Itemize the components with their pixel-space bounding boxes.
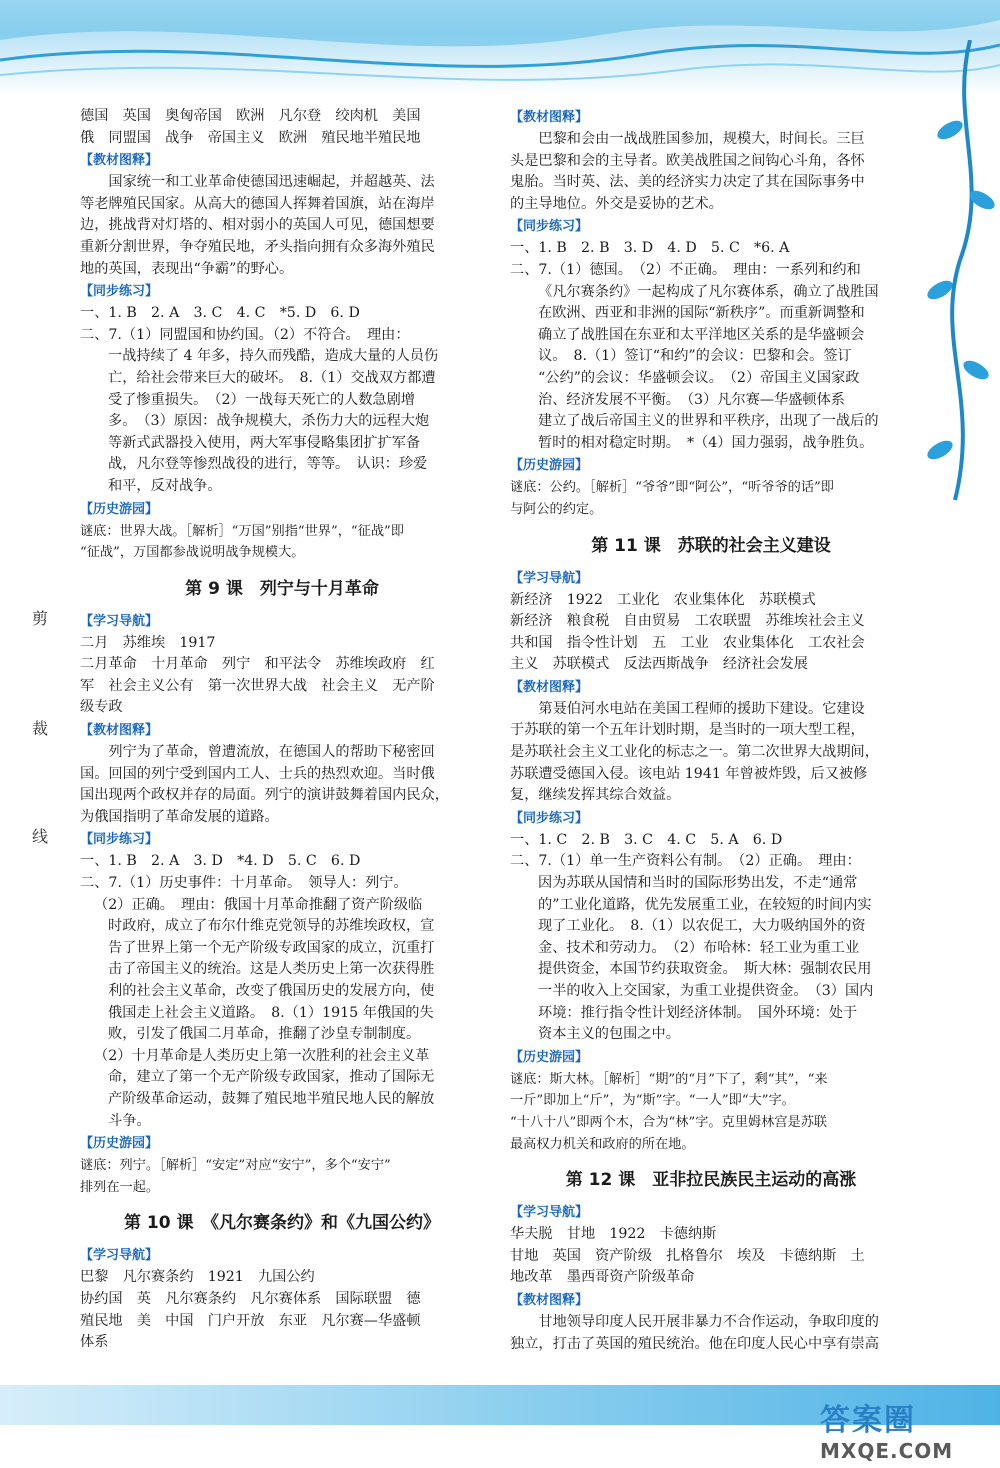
text-line: 二、7.（1）同盟国和协约国。（2）不符合。 理由：: [80, 326, 410, 343]
text-line: 一、1. B 2. A 3. C 4. C *5. D 6. D: [80, 305, 360, 322]
text-line: 与阿公的约定。: [510, 501, 603, 517]
text-line: 体系: [80, 1334, 109, 1351]
text-line: 的”工业化道路，优先发展重工业，在较短的时间内实: [538, 896, 872, 913]
section-tag: 【教材图释】: [510, 110, 589, 125]
text-line: 建立了战后帝国主义的世界和平秩序，出现了一战后的: [538, 413, 879, 430]
text-line: 谜底：世界大战。［解析］“万国”别指“世界”，“征战”即: [80, 523, 404, 539]
text-line: 的主导地位。外交是妥协的艺术。: [510, 195, 723, 212]
text-line: 巴黎 凡尔赛条约 1921 九国公约: [80, 1269, 315, 1286]
text-line: 重新分割世界，争夺殖民地，矛头指向拥有众多海外殖民: [80, 238, 435, 255]
text-line: 殖民地 美 中国 门户开放 东亚 凡尔赛—华盛顿: [80, 1312, 421, 1329]
lesson-title: 第 10 课 《凡尔赛条约》和《九国公约》: [124, 1213, 440, 1234]
text-line: 亡，给社会带来巨大的破坏。 8.（1）交战双方都遭: [108, 369, 436, 386]
exercise-answers: [510, 830, 912, 1046]
text-line: 一、1. B 2. B 3. D 4. D 5. C *6. A: [510, 240, 790, 257]
section-tag: 【学习导航】: [80, 613, 159, 629]
section-tag: 【历史游园】: [80, 501, 159, 517]
text-line: 提供资金，本国节约获取资金。 斯大林：强制农民用: [538, 961, 872, 978]
textbook-image-explanation: [80, 172, 484, 280]
text-line: 巴黎和会由一战战胜国参加，规模大，时间长。三巨: [510, 131, 865, 147]
section-tag: 【学习导航】: [80, 1248, 159, 1264]
text-line: 现了工业化。 8.（1）以农促工，大力吸纳国外的资: [538, 918, 866, 935]
lesson-title: 第 9 课 列宁与十月革命: [185, 578, 379, 599]
cut-line-mark-2: 裁: [32, 719, 49, 738]
text-line: “十八十八”即两个木，合为“林”字。克里姆林宫是苏联: [510, 1114, 828, 1130]
textbook-image-explanation: [510, 1312, 912, 1355]
text-line: 国出现两个政权并存的局面。列宁的演讲鼓舞着国内民众，: [80, 787, 449, 804]
text-line: 受了惨重损失。 （2）一战每天死亡的人数急剧增: [108, 391, 415, 408]
text-line: 级专政: [80, 699, 123, 716]
text-line: 斗争。: [108, 1112, 151, 1129]
text-line: 二、7.（1）历史事件：十月革命。 领导人：列宁。: [80, 875, 408, 892]
text-line: 告了世界上第一个无产阶级专政国家的成立，沉重打: [108, 939, 435, 956]
section-tag: 【教材图释】: [80, 723, 159, 739]
text-line: 国家统一和工业革命使德国迅速崛起，并超越英、法: [80, 174, 435, 191]
text-line: 列宁为了革命，曾遭流放，在德国人的帮助下秘密回: [80, 744, 435, 761]
text-line: 俄 同盟国 战争 帝国主义 欧洲 殖民地半殖民地: [80, 129, 421, 146]
section-tag: 【教材图释】: [510, 1292, 589, 1308]
learning-navigation: [510, 590, 912, 676]
text-line: 新经济 1922 工业化 农业集体化 苏联模式: [510, 591, 816, 608]
text-line: 时政府，成立了布尔什维克党领导的苏维埃政权，宣: [108, 918, 435, 935]
site-watermark: [820, 1395, 995, 1465]
text-line: 败，引发了俄国二月革命，推翻了沙皇专制制度。: [108, 1026, 421, 1043]
text-line: 确立了战胜国在东亚和太平洋地区关系的是华盛顿会: [538, 326, 865, 343]
text-line: 等新式武器投入使用，两大军事侵略集团扩扩军备: [108, 434, 421, 451]
text-line: 甘地领导印度人民开展非暴力不合作运动，争取印度的: [510, 1313, 879, 1330]
lesson-title: 第 11 课 苏联的社会主义建设: [591, 535, 831, 556]
text-line: “公约”的会议：华盛顿会议。 （2）帝国主义国家政: [538, 369, 860, 386]
text-line: 地的英国，表现出“争霸”的野心。: [80, 260, 294, 277]
text-line: 议。 8.（1）签订“和约”的会议：巴黎和会。签订: [538, 348, 852, 365]
text-line: 二月革命 十月革命 列宁 和平法令 苏维埃政府 红: [80, 656, 435, 673]
text-line: 一、1. C 2. B 3. C 4. C 5. A 6. D: [510, 831, 783, 848]
top-wave-decoration: [0, 0, 1000, 110]
learning-navigation: [80, 633, 484, 719]
textbook-image-explanation: [80, 742, 484, 828]
intro-keywords: [80, 106, 484, 149]
text-line: 二、7.（1）德国。 （2）不正确。 理由：一系列和约和: [510, 261, 861, 278]
text-line: 治、经济发展不平衡。 （3）凡尔赛—华盛顿体系: [538, 391, 845, 408]
text-line: 暂时的相对稳定时期。 *（4）国力强弱，战争胜负。: [538, 434, 874, 451]
text-line: 战，凡尔登等惨烈战役的进行，等等。 认识：珍爱: [108, 456, 428, 473]
exercise-answers: [80, 303, 484, 497]
text-line: （2）正确。 理由：俄国十月革命推翻了资产阶级临: [94, 896, 423, 913]
cut-line-mark-1: 剪: [32, 609, 49, 628]
text-line: 在欧洲、西亚和非洲的国际“新秩序”。而重新调整和: [538, 305, 865, 322]
exercise-answers: [80, 851, 484, 1132]
cut-line-mark-3: 线: [32, 827, 49, 846]
text-line: 为俄国指明了革命发展的道路。: [80, 808, 279, 825]
text-line: 俄国走上社会主义道路。 8.（1）1915 年俄国的失: [108, 1004, 434, 1021]
text-line: 谜底：公约。［解析］“爷爷”即“阿公”，“听爷爷的话”即: [510, 480, 834, 496]
text-line: 二、7.（1）单一生产资料公有制。 （2）正确。 理由：: [510, 853, 861, 870]
text-line: 一半的收入上交国家，为重工业提供资金。 （3）国内: [538, 983, 874, 999]
text-line: 主义 苏联模式 反法西斯战争 经济社会发展: [510, 656, 808, 673]
text-line: 国。回国的列宁受到国内工人、士兵的热烈欢迎。当时俄: [80, 765, 435, 782]
right-column: [510, 106, 912, 1355]
section-tag: 【历史游园】: [510, 458, 589, 474]
text-line: 多。 （3）原因：战争规模大，杀伤力大的远程大炮: [108, 413, 430, 430]
text-line: 边，挑战背对灯塔的、相对弱小的英国人可见，德国想要: [80, 217, 435, 234]
textbook-image-explanation: [510, 129, 912, 215]
vine-decoration: [910, 40, 1000, 520]
text-line: “征战”，万国都参战说明战争规模大。: [80, 545, 305, 561]
lesson-title: 第 12 课 亚非拉民族民主运动的高涨: [565, 1170, 857, 1191]
history-riddle: [80, 1155, 484, 1198]
text-line: 因为苏联从国情和当时的国际形势出发，不走“通常: [538, 875, 858, 892]
section-tag: 【历史游园】: [80, 1136, 159, 1152]
section-tag: 【同步练习】: [510, 810, 589, 826]
text-line: 复，继续发挥其综合效益。: [510, 787, 681, 804]
text-line: 二月 苏维埃 1917: [80, 634, 216, 651]
exercise-answers: [510, 238, 912, 454]
text-line: 鬼胎。当时英、法、美的经济实力决定了其在国际事务中: [510, 174, 865, 191]
text-line: 等老牌殖民国家。从高大的德国人挥舞着国旗，站在海岸: [80, 195, 435, 212]
history-riddle: [510, 1069, 912, 1155]
learning-navigation: [80, 1267, 484, 1353]
learning-navigation: [510, 1224, 912, 1289]
text-line: 谜底：列宁。［解析］“安定”对应“安宁”，多个“安宁”: [80, 1158, 391, 1174]
section-tag: 【教材图释】: [510, 679, 589, 695]
text-line: 头是巴黎和会的主导者。欧美战胜国之间钩心斗角，各怀: [510, 152, 865, 169]
text-line: 资本主义的包围之中。: [538, 1026, 680, 1043]
section-tag: 【学习导航】: [510, 570, 589, 586]
watermark-logo-text: 答案圈: [820, 1403, 916, 1438]
text-line: 击了帝国主义的统治。这是人类历史上第一次获得胜: [108, 961, 435, 978]
history-riddle: [80, 521, 484, 564]
section-tag: 【同步练习】: [80, 832, 159, 848]
text-line: 一、1. B 2. A 3. D *4. D 5. C 6. D: [80, 853, 361, 870]
text-line: 排列在一起。: [80, 1179, 160, 1195]
text-line: 于苏联的第一个五年计划时期，是当时的一项大型工程，: [510, 722, 865, 739]
text-line: 一战持续了 4 年多，持久而残酷，造成大量的人员伤: [108, 348, 439, 365]
text-line: 环境：推行指令性计划经济体制。 国外环境：处于: [538, 1004, 858, 1021]
section-tag: 【同步练习】: [510, 219, 589, 235]
text-line: 利的社会主义革命，改变了俄国历史的发展方向，使: [108, 983, 435, 999]
textbook-image-explanation: [510, 699, 912, 807]
text-line: 共和国 指令性计划 五 工业 农业集体化 工农社会: [510, 634, 865, 651]
text-line: 新经济 粮食税 自由贸易 工农联盟 苏维埃社会主义: [510, 613, 865, 630]
text-line: 产阶级革命运动，鼓舞了殖民地半殖民地人民的解放: [108, 1090, 435, 1107]
section-tag: 【学习导航】: [510, 1205, 589, 1221]
text-line: 德国 英国 奥匈帝国 欧洲 凡尔登 绞肉机 美国: [80, 108, 421, 124]
text-line: 金、技术和劳动力。 （2）布哈林：轻工业为重工业: [538, 939, 860, 956]
text-line: 华夫脱 甘地 1922 卡德纳斯: [510, 1226, 717, 1243]
text-line: 协约国 英 凡尔赛条约 凡尔赛体系 国际联盟 德: [80, 1290, 421, 1307]
text-line: 是苏联社会主义工业化的标志之一。第二次世界大战期间，: [510, 744, 879, 761]
section-tag: 【历史游园】: [510, 1049, 589, 1065]
text-line: 谜底：斯大林。［解析］“期”的“月”下了，剩“其”，“来: [510, 1071, 828, 1087]
text-line: 第聂伯河水电站在美国工程师的援助下建设。它建设: [510, 700, 865, 717]
history-riddle: [510, 477, 912, 520]
text-line: 军 社会主义公有 第一次世界大战 社会主义 无产阶: [80, 677, 435, 694]
text-line: 最高权力机关和政府的所在地。: [510, 1136, 695, 1152]
section-tag: 【教材图释】: [80, 153, 159, 169]
section-tag: 【同步练习】: [80, 284, 159, 300]
text-line: （2）十月革命是人类历史上第一次胜利的社会主义革: [94, 1047, 430, 1064]
text-line: 一斤”即加上“斤”，为“斯”字。“一人”即“大”字。: [510, 1093, 795, 1109]
watermark-url: MXQE.COM: [820, 1439, 954, 1463]
text-line: 和平，反对战争。: [108, 477, 222, 494]
text-line: 《凡尔赛条约》一起构成了凡尔赛体系，确立了战胜国: [538, 283, 879, 300]
text-line: 命，建立了第一个无产阶级专政国家，推动了国际无: [108, 1069, 435, 1086]
text-line: 苏联遭受德国入侵。该电站 1941 年曾被炸毁，后又被修: [510, 765, 868, 782]
text-line: 甘地 英国 资产阶级 扎格鲁尔 埃及 卡德纳斯 土: [510, 1247, 865, 1264]
left-column: [80, 106, 484, 1354]
text-line: 地改革 墨西哥资产阶级革命: [510, 1269, 695, 1286]
text-line: 独立，打击了英国的殖民统治。他在印度人民心中享有崇高: [510, 1335, 879, 1352]
